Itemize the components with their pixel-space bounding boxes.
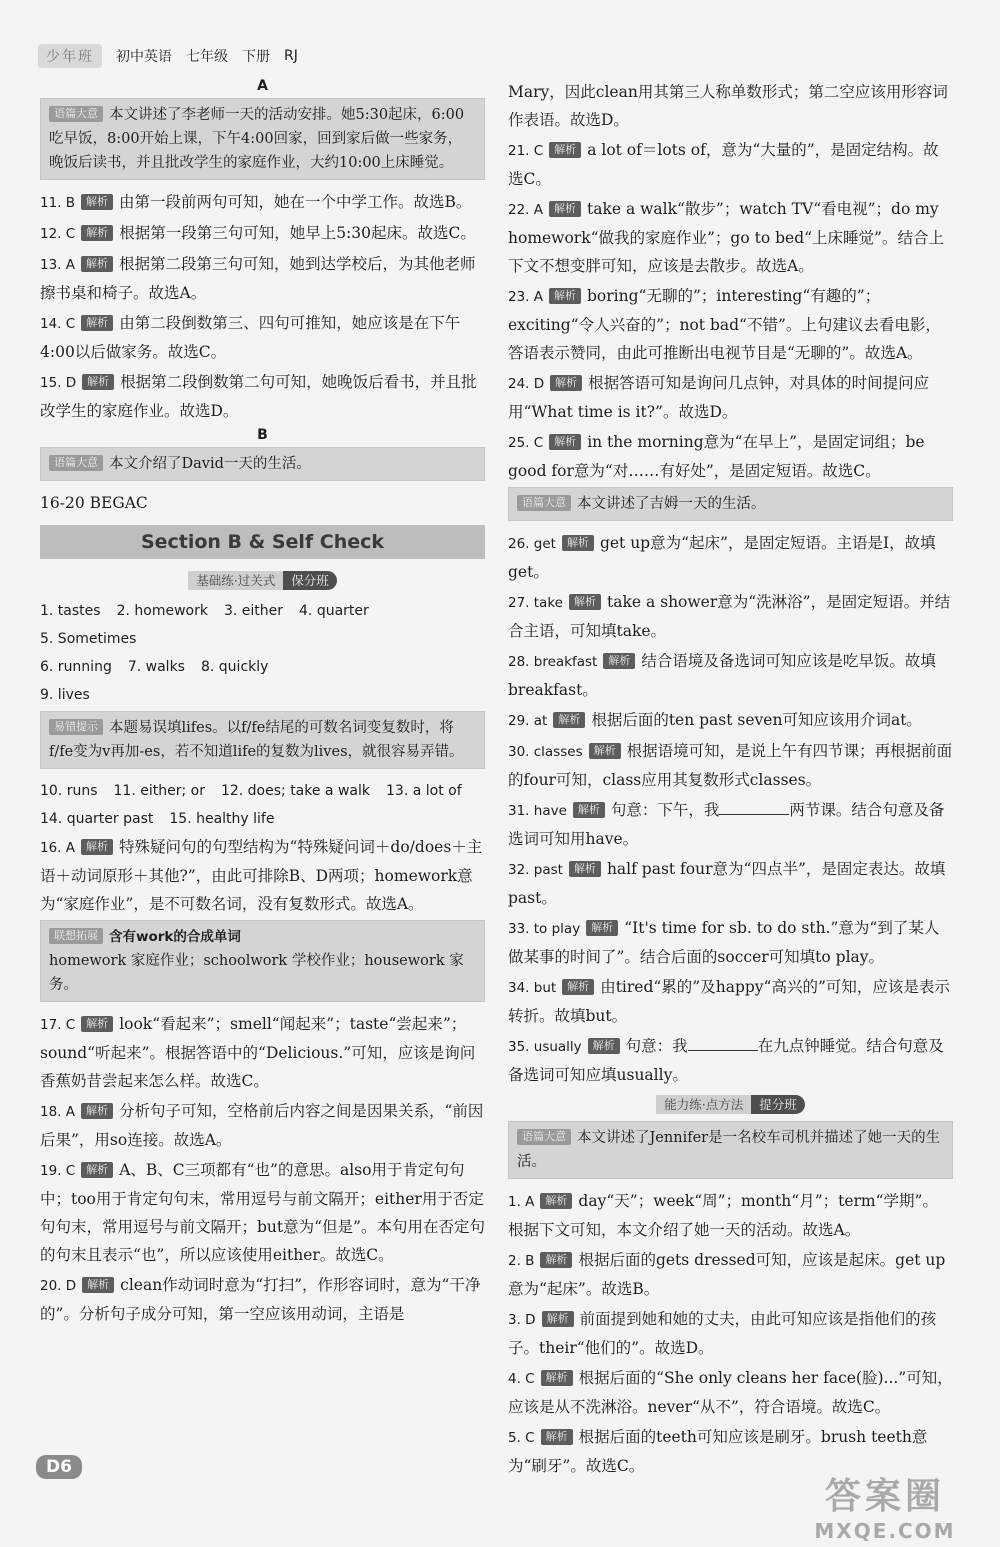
answer-35: 35. usually 解析 句意：我 在九点钟睡觉。结合句意及备选词可知应填usually。 [508, 1037, 944, 1084]
extension-note: 联想拓展 含有work的合成单词 homework 家庭作业；schoolwork 学校作业；housework 家务。 [40, 920, 485, 1002]
watermark-logo: 答案圈 MXQE.COM [814, 1476, 956, 1543]
answer-29: 29. at 解析 根据后面的ten past seven可知应该用介词at。 [508, 711, 922, 729]
right-column [508, 78, 953, 1482]
level-banner-basic: 基础练·过关式 保分班 [40, 571, 485, 589]
answer-11: 11. B 解析 由第一段前两句可知，她在一个中学工作。故选B。 [40, 193, 472, 211]
answer-34: 34. but 解析 由tired“累的”及happy“高兴的”可知，应该是表示转折。故填but。 [508, 978, 950, 1025]
answer-22: 22. A 解析 take a walk“散步”；watch TV“看电视”；do my homework“做我的家庭作业”；go to bed“上床睡觉”。结合上下文不想变胖可知，应该是去散步。故选A。 [508, 200, 944, 275]
header-volume: 下册 [242, 49, 270, 65]
answer-r3: 3. D 解析 前面提到她和她的丈夫，由此可知应该是指他们的孩子。their“他们的”。故选D。 [508, 1310, 937, 1357]
answer-17: 17. C 解析 look“看起来”；smell“闻起来”；taste“尝起来”；sound“听起来”。根据答语中的“Delicious.”可知，应该是询问香蕉奶昔尝起来怎么样。故选C。 [40, 1015, 476, 1090]
answer-row-3: 9. lives [40, 687, 90, 703]
header-subject: 初中英语 [116, 49, 172, 65]
summary-b: 语篇大意 本文介绍了David一天的生活。 [40, 447, 485, 481]
answer-r5: 5. C 解析 根据后面的teeth可知应该是刷牙。brush teeth意为“刷牙”。故选C。 [508, 1428, 928, 1475]
answers-block [40, 597, 485, 709]
summary-c: 语篇大意 本文讲述了吉姆一天的生活。 [508, 487, 953, 521]
answer-18: 18. A 解析 分析句子可知，空格前后内容之间是因果关系，“前因后果”，用so连接。故选A。 [40, 1102, 484, 1149]
part-b-heading: B [257, 427, 268, 443]
summary-a: 语篇大意 本文讲述了李老师一天的活动安排。她5:30起床，6:00吃早饭，8:00开始上课，下午4:00回家，回到家后做一些家务，晚饭后读书，并且批改学生的家庭作业，大约10:00上床睡觉。 [40, 98, 485, 180]
page-number: D6 [36, 1455, 82, 1479]
header-edition: RJ [284, 48, 298, 64]
answer-25: 25. C 解析 in the morning意为“在早上”，是固定词组；be good for意为“对……有好处”，是固定短语。故选C。 [508, 433, 925, 480]
answer-13: 13. A 解析 根据第二段第三句可知，她到达学校后，为其他老师擦书桌和椅子。故选A。 [40, 255, 476, 302]
answer-28: 28. breakfast 解析 结合语境及备选词可知应该是吃早饭。故填breakfast。 [508, 652, 936, 699]
answer-33: 33. to play 解析 “It's time for sb. to do sth.”意为“到了某人做某事的时间了”。结合后面的soccer可知填to play。 [508, 919, 940, 966]
answer-27: 27. take 解析 take a shower意为“洗淋浴”，是固定短语。并结合主语，可知填take。 [508, 593, 951, 640]
answers-block-2 [40, 777, 485, 833]
blank-line [719, 814, 789, 815]
answer-31: 31. have 解析 句意：下午，我 两节课。结合句意及备选词可知用have。 [508, 801, 945, 848]
answer-24: 24. D 解析 根据答语可知是询问几点钟，对具体的时间提问应用“What time is it?”。故选D。 [508, 374, 930, 421]
brand-logo: 少年班 [38, 44, 102, 68]
answer-20-continued: Mary，因此clean用其第三人称单数形式；第二空应该用形容词作表语。故选D。 [508, 83, 948, 129]
answer-row-4: 10. runs 11. either; or 12. does; take a walk 13. a lot of [40, 783, 462, 799]
answer-15: 15. D 解析 根据第二段倒数第二句可知，她晚饭后看书，并且批改学生的家庭作业。故选D。 [40, 373, 477, 420]
answer-r1: 1. A 解析 day“天”；week“周”；month“月”；term“学期”。根据下文可知，本文介绍了她一天的活动。故选A。 [508, 1192, 938, 1239]
answer-16-20: 16-20 BEGAC [40, 494, 148, 512]
answer-26: 26. get 解析 get up意为“起床”，是固定短语。主语是I，故填get。 [508, 534, 936, 581]
answer-23: 23. A 解析 boring“无聊的”；interesting“有趣的”；exciting“令人兴奋的”；not bad“不错”。上句建议去看电影，答语表示赞同，由此可推断出电视节目是“无聊的”。故选A。 [508, 287, 941, 362]
summary-tag: 语篇大意 [49, 106, 103, 122]
answer-20: 20. D 解析 clean作动词时意为“打扫”，作形容词时，意为“干净的”。分析句子成分可知，第一空应该用动词，主语是 [40, 1276, 481, 1323]
section-title: Section B & Self Check [40, 525, 485, 559]
answer-12: 12. C 解析 根据第一段第三句可知，她早上5:30起床。故选C。 [40, 224, 476, 242]
answer-21: 21. C 解析 a lot of＝lots of，意为“大量的”，是固定结构。故选C。 [508, 141, 939, 188]
answer-30: 30. classes 解析 根据语境可知，是说上午有四节课；再根据前面的four可知，class应用其复数形式classes。 [508, 742, 953, 789]
tip-note: 易错提示 本题易误填lifes。以f/fe结尾的可数名词变复数时，将f/fe变为v再加-es，若不知道life的复数为lives，就很容易弄错。 [40, 711, 485, 769]
answer-16: 16. A 解析 特殊疑问句的句型结构为“特殊疑问词＋do/does＋主语＋动词原形＋其他?”，由此可排除B、D两项；homework意为“家庭作业”，是不可数名词，没有复数形式。故选A。 [40, 838, 483, 913]
summary-d: 语篇大意 本文讲述了Jennifer是一名校车司机并描述了她一天的生活。 [508, 1121, 953, 1179]
answer-r2: 2. B 解析 根据后面的gets dressed可知，应该是起床。get up意为“起床”。故选B。 [508, 1251, 946, 1298]
level-banner-advanced: 能力练·点方法 提分班 [508, 1095, 953, 1113]
left-column [40, 76, 485, 1330]
answer-32: 32. past 解析 half past four意为“四点半”，是固定表达。故填past。 [508, 860, 946, 907]
answer-row-1: 1. tastes 2. homework 3. either 4. quarter5. Sometimes [40, 603, 369, 647]
answer-19: 19. C 解析 A、B、C三项都有“也”的意思。also用于肯定句句中；too用于肯定句句末，常用逗号与前文隔开；either用于否定句句末，常用逗号与前文隔开；but意为“但是”。本句用在否定句的句末且表示“也”，所以应该使用either。故选C。 [40, 1161, 485, 1264]
answer-row-2: 6. running 7. walks 8. quickly [40, 659, 269, 675]
page-header [38, 44, 498, 68]
answer-14: 14. C 解析 由第二段倒数第三、四句可推知，她应该是在下午4:00以后做家务。故选C。 [40, 314, 461, 361]
answer-r4: 4. C 解析 根据后面的“She only cleans her face(脸)...”可知，应该是从不洗淋浴。never“从不”，符合语境。故选C。 [508, 1369, 953, 1416]
blank-line [688, 1050, 758, 1051]
header-grade: 七年级 [186, 49, 228, 65]
part-a-heading: A [257, 78, 268, 94]
answer-row-5: 14. quarter past 15. healthy life [40, 811, 275, 827]
